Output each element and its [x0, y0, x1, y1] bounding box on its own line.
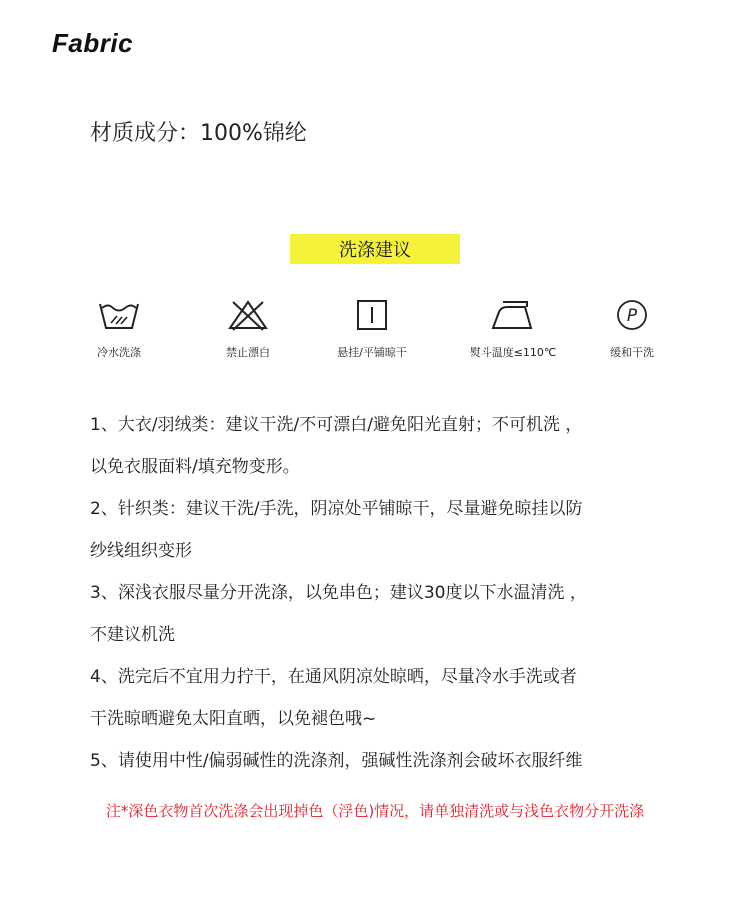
dry-clean-symbol: P: [626, 306, 638, 326]
no-bleach-icon: [227, 298, 269, 332]
material-composition: 材质成分：100%锦纶: [90, 121, 307, 146]
care-text-line-3: 2、针织类：建议干洗/手洗，阴凉处平铺晾干，尽量避免晾挂以防: [90, 499, 583, 519]
care-item-no-bleach: [193, 298, 303, 360]
care-text-line-7: 4、洗完后不宜用力拧干，在通风阴凉处晾晒，尽量冷水手洗或者: [90, 667, 577, 687]
care-label: 缓和干洗: [610, 346, 654, 359]
care-item-hang-dry: [317, 298, 427, 360]
care-label: 禁止漂白: [226, 346, 270, 359]
care-text-line-8: 干洗晾晒避免太阳直晒，以免褪色哦~: [90, 709, 377, 729]
dry-clean-p-icon: [611, 298, 653, 332]
care-item-cold-wash: [64, 298, 174, 360]
washing-note: 注*深色衣物首次洗涤会出现掉色（浮色)情况，请单独清洗或与浅色衣物分开洗涤: [105, 802, 645, 820]
care-label: 熨斗温度≤110℃: [469, 346, 557, 359]
brand-title: Fabric: [52, 28, 134, 58]
hang-dry-icon: [351, 298, 393, 332]
care-text-line-1: 1、大衣/羽绒类：建议干洗/不可漂白/避免阳光直射；不可机洗 ，: [90, 415, 583, 435]
care-icons-row: [0, 298, 750, 378]
care-text-line-2: 以免衣服面料/填充物变形。: [90, 457, 300, 477]
care-text-line-4: 纱线组织变形: [90, 541, 192, 561]
care-text-line-5: 3、深浅衣服尽量分开洗涤，以免串色；建议30度以下水温清洗 ，: [90, 583, 587, 603]
care-title-banner: 洗涤建议: [290, 234, 460, 264]
iron-icon: [489, 298, 537, 332]
care-item-iron: [458, 298, 568, 360]
care-label: 悬挂/平铺晾干: [337, 346, 407, 359]
care-label: 冷水洗涤: [97, 346, 141, 359]
care-text-line-6: 不建议机洗: [90, 625, 175, 645]
care-item-dry-clean: [577, 298, 687, 360]
cold-wash-icon: [98, 298, 140, 332]
care-text-line-9: 5、请使用中性/偏弱碱性的洗涤剂，强碱性洗涤剂会破坏衣服纤维: [90, 751, 583, 771]
